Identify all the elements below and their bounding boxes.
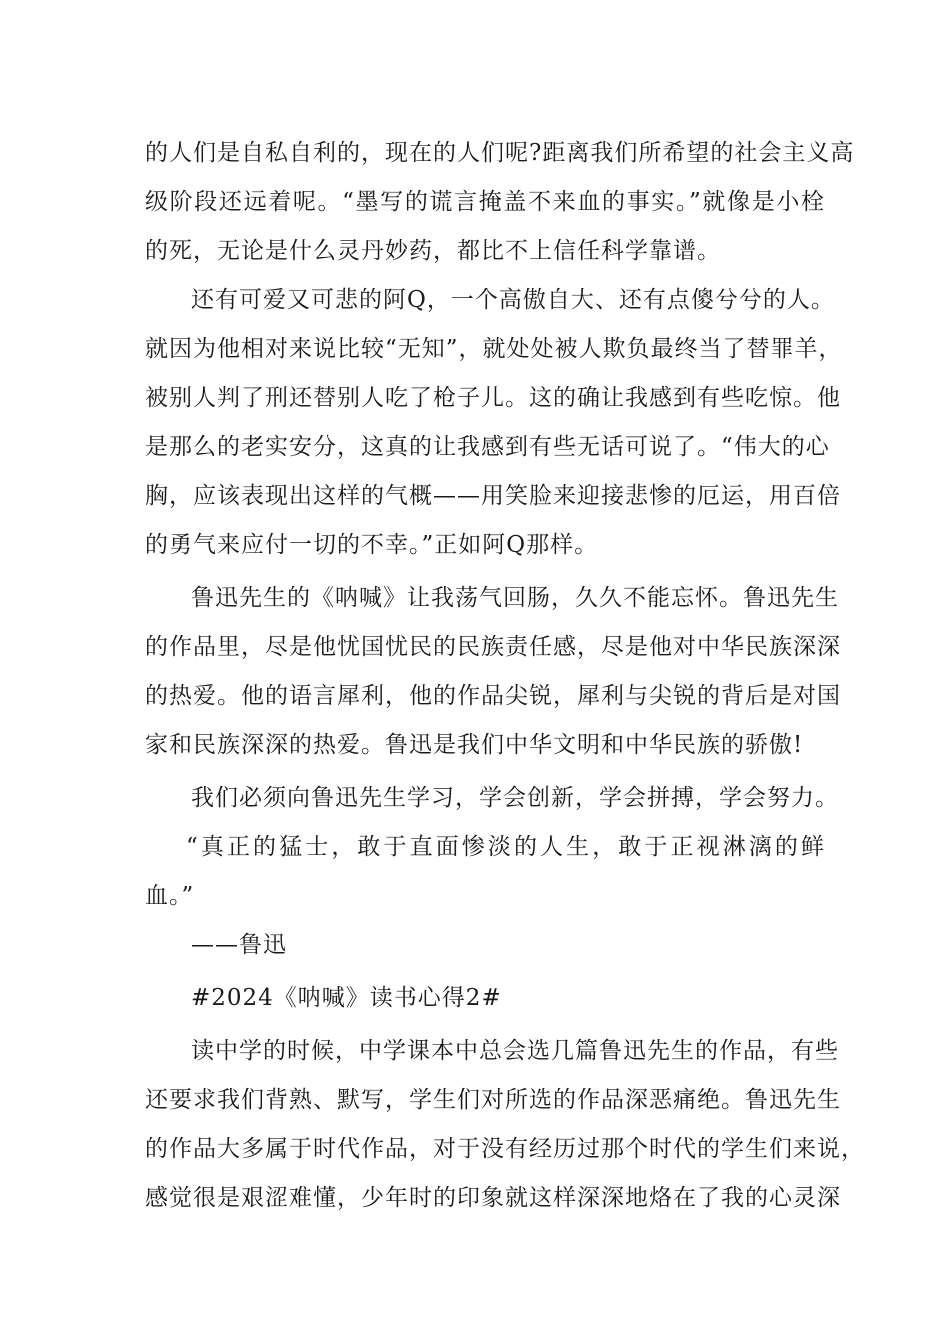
text-line-17: 的作品大多属于时代作品，对于没有经历过那个时代的学生们来说， — [145, 1136, 865, 1162]
quote-attribution: ——鲁迅 — [191, 932, 287, 958]
text-line-1: 的人们是自私自利的，现在的人们呢?距离我们所希望的社会主义高 — [145, 140, 855, 166]
text-line-15: 读中学的时候，中学课本中总会选几篇鲁迅先生的作品，有些 — [191, 1038, 839, 1064]
quote-line-2: 血。” — [145, 883, 195, 909]
quote-line-1: “真正的猛士，敢于直面惨淡的人生，敢于正视淋漓的鲜 — [186, 834, 825, 860]
text-line-6: 被别人判了刑还替别人吃了枪子儿。这的确让我感到有些吃惊。他 — [145, 385, 841, 411]
text-line-7: 是那么的老实安分，这真的让我感到有些无话可说了。“伟大的心 — [145, 434, 830, 460]
text-line-12: 的热爱。他的语言犀利，他的作品尖锐，犀利与尖锐的背后是对国 — [145, 683, 841, 709]
text-line-8: 胸，应该表现出这样的气概——用笑脸来迎接悲惨的厄运，用百倍 — [145, 483, 841, 509]
text-line-4: 还有可爱又可悲的阿Q，一个高傲自大、还有点傻兮兮的人。 — [191, 287, 835, 313]
text-line-3: 的死，无论是什么灵丹妙药，都比不上信任科学靠谱。 — [145, 238, 721, 264]
text-line-2: 级阶段还远着呢。“墨写的谎言掩盖不来血的事实。”就像是小栓 — [145, 189, 825, 215]
text-line-9: 的勇气来应付一切的不幸。”正如阿Q那样。 — [145, 532, 599, 558]
text-line-13: 家和民族深深的热爱。鲁迅是我们中华文明和中华民族的骄傲! — [145, 732, 804, 758]
section-heading: #2024《呐喊》读书心得2# — [191, 985, 502, 1011]
text-line-18: 感觉很是艰涩难懂，少年时的印象就这样深深地烙在了我的心灵深 — [145, 1185, 841, 1211]
text-line-10: 鲁迅先生的《呐喊》让我荡气回肠，久久不能忘怀。鲁迅先生 — [191, 585, 839, 611]
text-line-16: 还要求我们背熟、默写，学生们对所选的作品深恶痛绝。鲁迅先生 — [145, 1087, 841, 1113]
text-line-11: 的作品里，尽是他忧国忧民的民族责任感，尽是他对中华民族深深 — [145, 634, 841, 660]
text-line-14: 我们必须向鲁迅先生学习，学会创新，学会拼搏，学会努力。 — [191, 785, 839, 811]
text-line-5: 就因为他相对来说比较“无知”，就处处被人欺负最终当了替罪羊， — [145, 336, 843, 362]
